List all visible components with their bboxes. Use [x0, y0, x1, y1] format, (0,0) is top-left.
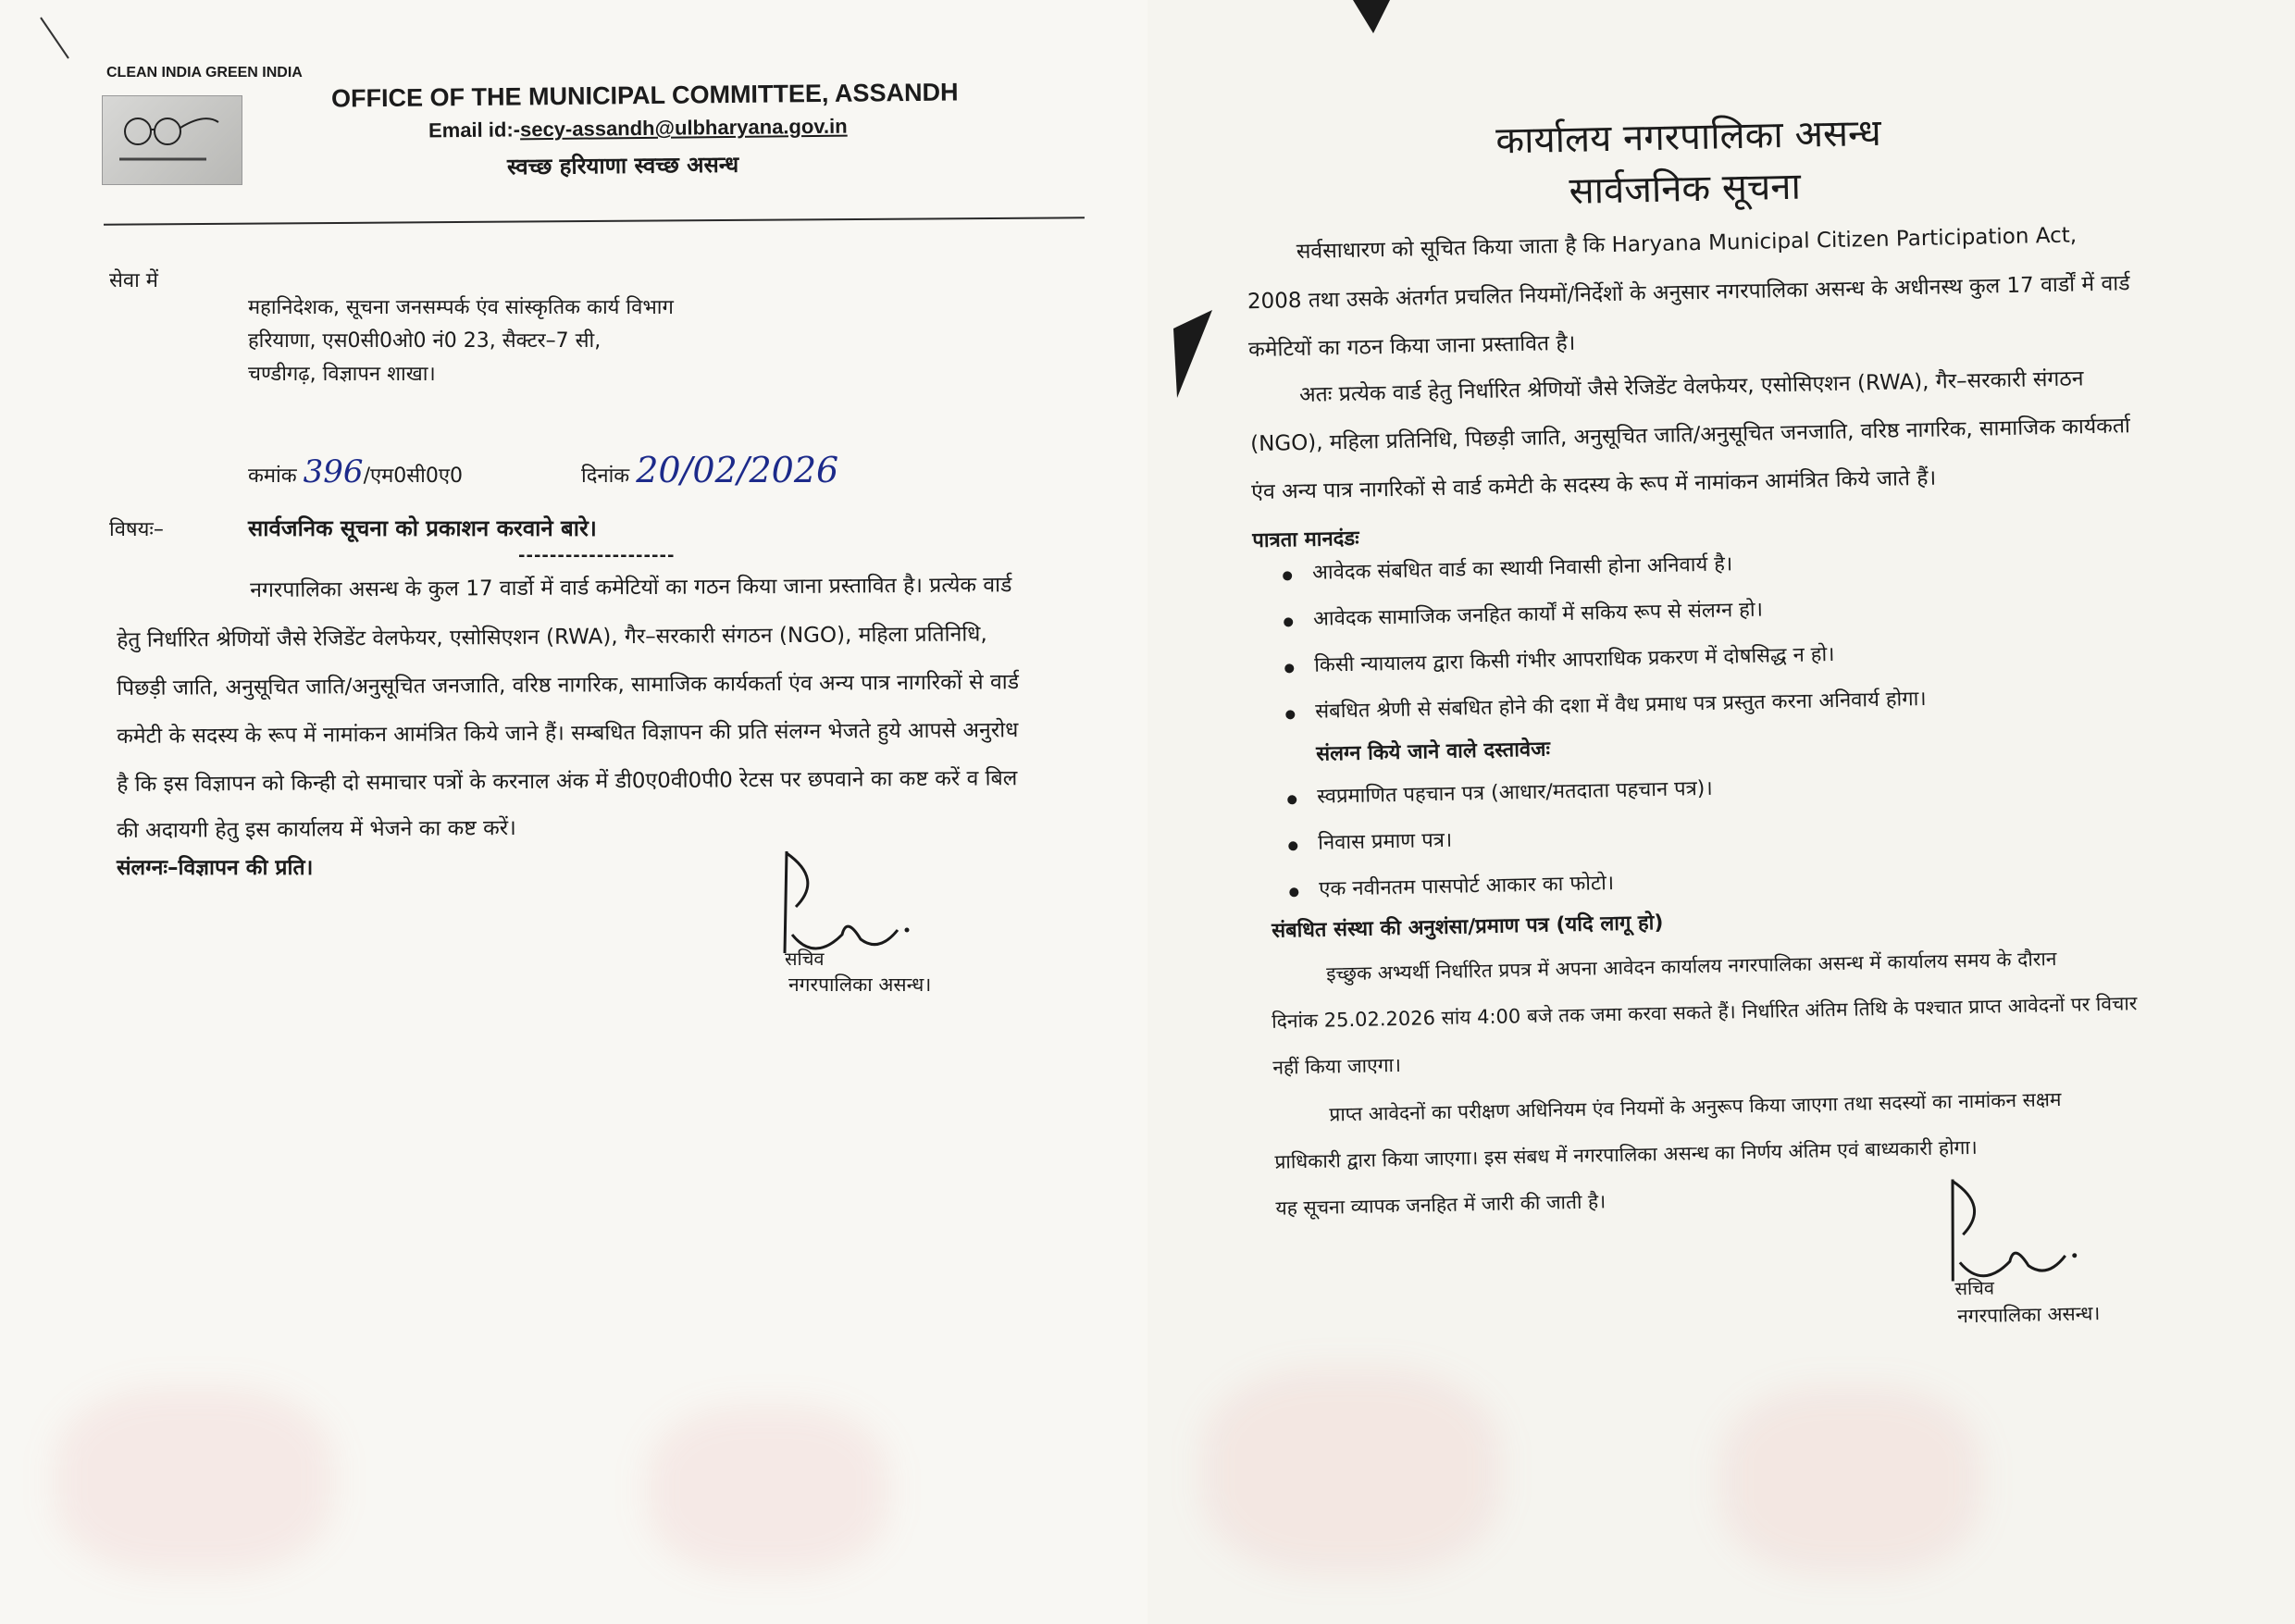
enclosure-note: संलग्नः–विज्ञापन की प्रति। [117, 856, 314, 880]
notice-sign-org: नगरपालिका असन्ध। [1956, 1302, 2101, 1328]
apply-line-3: नहीं किया जाएगा। [1272, 1053, 1402, 1079]
slogan: CLEAN INDIA GREEN INDIA [106, 65, 303, 81]
bullet-dot [1287, 795, 1296, 804]
notice-sign-title: सचिव [1954, 1276, 1995, 1300]
body-line-6: की अदायगी हेतु इस कार्यालय में भेजने का कष्ट करें। [117, 815, 516, 843]
bullet-dot [1283, 571, 1292, 580]
intro-line-1 [1296, 218, 2077, 265]
notice-office-title: कार्यालय नगरपालिका असन्ध [1495, 111, 1882, 163]
subject-label: विषयः– [109, 518, 164, 541]
notice-signature [1925, 1168, 2085, 1301]
eligibility-item-3: किसी न्यायालय द्वारा किसी गंभीर आपराधिक प्रकरण में दोषसिद्ध न हो। [1313, 642, 1835, 677]
sign-title: सचिव [785, 948, 825, 970]
documents-heading: संलग्न किये जाने वाले दस्तावेजः [1315, 738, 1551, 766]
bullet-dot [1284, 617, 1293, 626]
review-line-2: प्राधिकारी द्वारा किया जाएगा। इस संबध में नगरपालिका असन्ध का निर्णय अंतिम एवं बाध्यकारी होगा। [1274, 1135, 1978, 1173]
address-line-1: महानिदेशक, सूचना जनसम्पर्क एंव सांस्कृतिक कार्य विभाग [248, 296, 674, 319]
sign-org: नगरपालिका असन्ध। [788, 973, 932, 996]
para2-line-3: एंव अन्य पात्र नागरिकों से वार्ड कमेटी के सदस्य के रूप में नामांकन आमंत्रित किये जाते हैं। [1251, 465, 1937, 505]
ref-label: कमांक [248, 465, 297, 488]
review-line-1: प्राप्त आवेदनों का परीक्षण अधिनियम एंव नियमों के अनुरूप किया जाएगा तथा सदस्यों का नामांकन सक्षम [1329, 1087, 2062, 1126]
ref-suffix: /एम0सी0ए0 [363, 465, 464, 488]
body-line-2: हेतु निर्धारित श्रेणियों जैसे रेजिडेंट वेलफेयर, एसोसिएशन (RWA), गैर–सरकारी संगठन (NGO), महिला प्रतिनिधि, [117, 622, 987, 652]
reference-number [248, 453, 463, 490]
intro-line-1-text: सर्वसाधारण को सूचित किया जाता है कि Haryana Municipal Citizen Participation Act, [1296, 223, 2078, 265]
bullet-dot [1284, 663, 1294, 673]
subject-underline: -------------------- [518, 546, 676, 565]
intro-line-2: 2008 तथा उसके अंतर्गत प्रचलित नियमों/निर्देशों के अनुसार नगरपालिका असन्ध के अधीनस्थ कुल 17 वार्डों में वार्ड [1247, 271, 2130, 315]
paper-stain [648, 1407, 888, 1573]
para2-line-2: (NGO), महिला प्रतिनिधि, पिछड़ी जाति, अनुसूचित जाति/अनुसूचित जनजाति, वरिष्ठ नागरिक, सामाजिक कार्यकर्ता [1249, 414, 2131, 457]
swachh-glasses-icon [103, 96, 242, 184]
bullet-dot [1289, 887, 1298, 897]
notice-content [1148, 0, 2295, 1624]
tagline: स्वच्छ हरियाणा स्वच्छ असन्ध [506, 151, 739, 180]
intro-line-3: कमेटियों का गठन किया जाना प्रस्तावित है। [1247, 330, 1576, 363]
paper-stain [56, 1388, 333, 1573]
seva-label: सेवा में [109, 269, 158, 292]
date-handwritten: 20/02/2026 [636, 450, 839, 490]
swachh-bharat-logo [102, 95, 242, 185]
reference-date [581, 450, 838, 490]
email-line [428, 115, 848, 143]
pen-stroke-mark [37, 14, 74, 65]
eligibility-item-1: आवेदक संबधित वार्ड का स्थायी निवासी होना अनिवार्य है। [1311, 552, 1733, 585]
bullet-dot [1285, 710, 1295, 719]
body-line-4: कमेटी के सदस्य के रूप में नामांकन आमंत्रित किये जाने हैं। सम्बधित विज्ञापन की प्रति संलग्न भेजते हुये आपसे अनुरोध [117, 718, 1019, 749]
eligibility-heading: पात्रता मानदंडः [1252, 527, 1359, 553]
body-line-3: पिछड़ी जाति, अनुसूचित जाति/अनुसूचित जनजाति, वरिष्ठ नागरिक, सामाजिक कार्यकर्ता एंव अन्य पात्र नागरिकों से वार्ड [117, 670, 1020, 700]
recommendation-heading: संबधित संस्था की अनुशंसा/प्रमाण पत्र (यदि लागू हो) [1271, 911, 1664, 943]
subject-text: सार्वजनिक सूचना को प्रकाशन करवाने बारे। [248, 515, 597, 541]
public-notice-page [1148, 0, 2295, 1624]
body-line-5: है कि इस विज्ञापन को किन्ही दो समाचार पत्रों के करनाल अंक में डी0ए0वी0पी0 रेटस पर छपवाने का कष्ट करें व बिल [117, 766, 1018, 797]
document-item-3: एक नवीनतम पासपोर्ट आकार का फोटो। [1319, 872, 1615, 901]
para2-line-1: अतः प्रत्येक वार्ड हेतु निर्धारित श्रेणियों जैसे रेजिडेंट वेलफेयर, एसोसिएशन (RWA), गैर–सरकारी संगठन [1298, 366, 2084, 408]
address-line-2: हरियाणा, एस0सी0ओ0 नं0 23, सैक्टर–7 सी, [248, 329, 602, 353]
document-item-1: स्वप्रमाणित पहचान पत्र (आधार/मतदाता पहचान पत्र)। [1316, 776, 1713, 809]
eligibility-item-2: आवेदक सामाजिक जनहित कार्यों में सकिय रूप से संलग्न हो। [1312, 598, 1764, 631]
eligibility-item-4: संबधित श्रेणी से संबधित होने की दशा में वैध प्रमाध पत्र प्रस्तुत करना अनिवार्य होगा। [1315, 687, 1927, 724]
apply-line-2: दिनांक 25.02.2026 सांय 4:00 बजे तक जमा करवा सकते हैं। निर्धारित अंतिम तिथि के पश्चात प्राप्त आवेदनों पर विचार [1272, 992, 2138, 1033]
office-title: OFFICE OF THE MUNICIPAL COMMITTEE, ASSANDH [330, 78, 959, 113]
apply-line-1: इच्छुक अभ्यर्थी निर्धारित प्रपत्र में अपना आवेदन कार्यालय नगरपालिका असन्ध में कार्यालय समय के दौरान [1325, 948, 2057, 986]
secretary-signature [759, 842, 916, 972]
email-address[interactable]: secy-assandh@ulbharyana.gov.in [519, 114, 848, 142]
header-divider [104, 217, 1085, 225]
address-line-3: चण्डीगढ़, विज्ञापन शाखा। [248, 363, 436, 386]
closing-line: यह सूचना व्यापक जनहित में जारी की जाती है। [1275, 1190, 1606, 1220]
ref-number-handwritten: 396 [303, 453, 364, 490]
body-line-1: नगरपालिका असन्ध के कुल 17 वार्डो में वार्ड कमेटियों का गठन किया जाना प्रस्तावित है। प्रत्येक वार्ड [250, 573, 1012, 602]
document-item-2: निवास प्रमाण पत्र। [1317, 828, 1453, 855]
notice-title: सार्वजनिक सूचना [1569, 165, 1802, 213]
bullet-dot [1288, 841, 1297, 850]
date-label: दिनांक [581, 465, 630, 488]
email-label: Email id:- [428, 118, 521, 143]
